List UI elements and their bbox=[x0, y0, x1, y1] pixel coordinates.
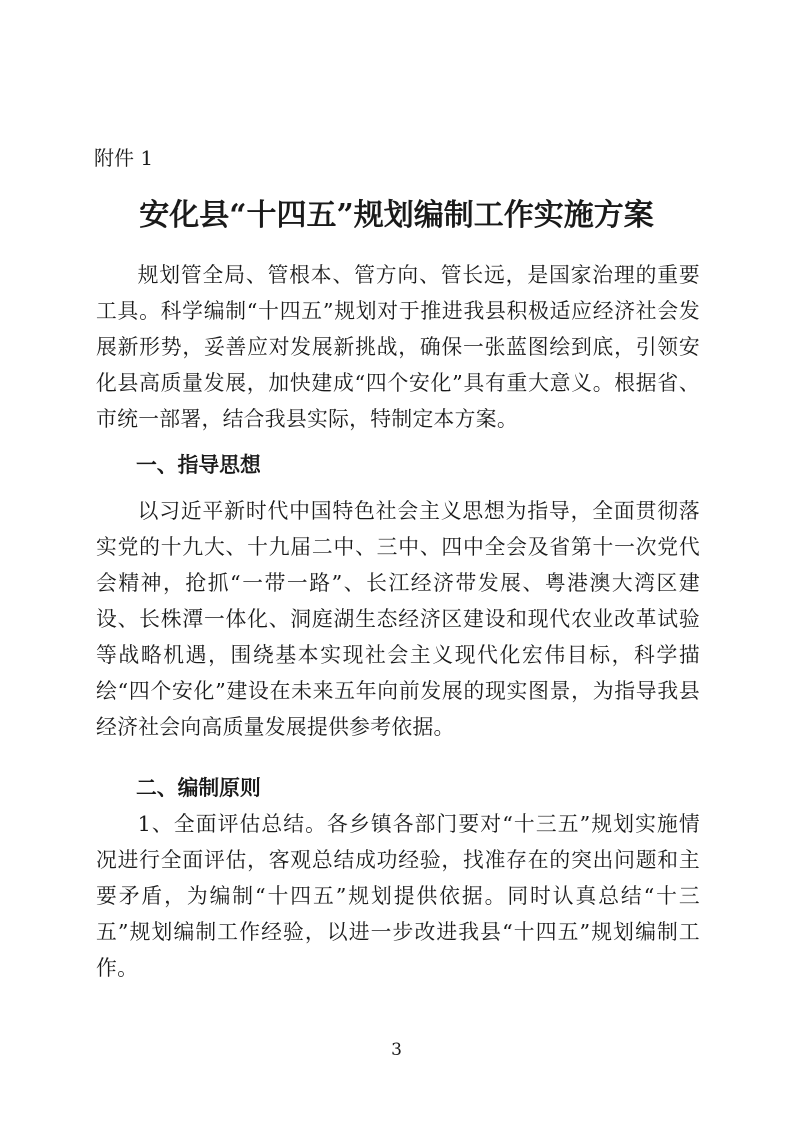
guiding-ideology-paragraph: 以习近平新时代中国特色社会主义思想为指导，全面贯彻落实党的十九大、十九届二中、三中、四中全会及省第十一次党代会精神，抢抓“一带一路”、长江经济带发展、粤港澳大湾区建设、长株潭一体化、洞庭湖生态经济区建设和现代农业改革试验等战略机遇，围绕基本实现社会主义现代化宏伟目标，科学描绘“四个安化”建设在未来五年向前发展的现实图景，为指导我县经济社会向高质量发展提供参考依据。 bbox=[96, 499, 700, 739]
compilation-principles-section bbox=[96, 806, 700, 986]
attachment-label: 附件 1 bbox=[94, 146, 154, 170]
intro-section bbox=[96, 257, 700, 437]
section-heading-guiding-ideology: 一、指导思想 bbox=[136, 453, 261, 477]
compilation-principles-paragraph: 1、全面评估总结。各乡镇各部门要对“十三五”规划实施情况进行全面评估，客观总结成功经验，找准存在的突出问题和主要矛盾，为编制“十四五”规划提供依据。同时认真总结“十三五”规划编制工作经验，以进一步改进我县“十四五”规划编制工作。 bbox=[96, 812, 700, 980]
guiding-ideology-section bbox=[96, 493, 700, 745]
page-number: 3 bbox=[391, 1040, 402, 1060]
section-heading-compilation-principles: 二、编制原则 bbox=[136, 776, 261, 800]
document-title: 安化县“十四五”规划编制工作实施方案 bbox=[139, 198, 654, 233]
intro-paragraph: 规划管全局、管根本、管方向、管长远，是国家治理的重要工具。科学编制“十四五”规划对于推进我县积极适应经济社会发展新形势，妥善应对发展新挑战，确保一张蓝图绘到底，引领安化县高质量发展，加快建成“四个安化”具有重大意义。根据省、市统一部署，结合我县实际，特制定本方案。 bbox=[96, 263, 700, 431]
